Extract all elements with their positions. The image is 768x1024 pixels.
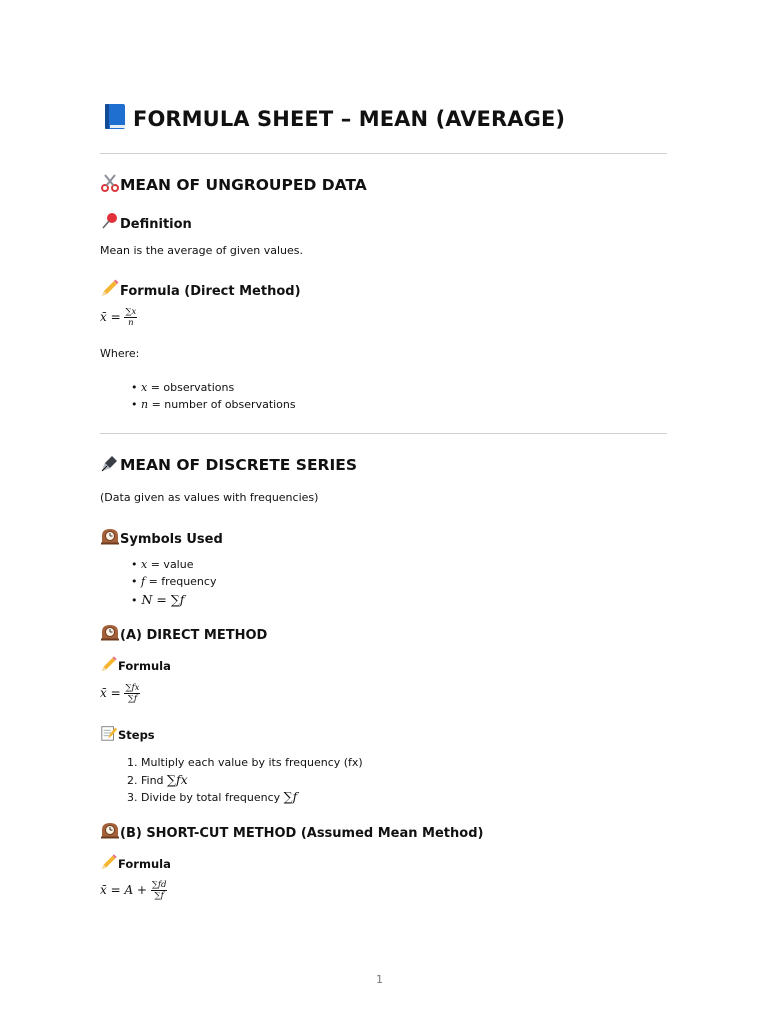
formula-fraction	[124, 307, 137, 328]
subheading-shortcut-method	[100, 820, 483, 841]
steps-label	[100, 724, 155, 742]
where-label: Where:	[100, 347, 140, 360]
formula-label-direct	[100, 655, 171, 673]
formula-label-text: Formula	[118, 857, 171, 871]
step-item: 2. Find ∑fx	[127, 772, 188, 787]
formula-numerator: ∑x	[125, 307, 137, 317]
list-item: • x = observations	[131, 381, 235, 394]
scissors-icon	[100, 173, 120, 194]
section-heading-text: MEAN OF DISCRETE SERIES	[120, 456, 357, 474]
section-heading-discrete	[100, 453, 357, 474]
divider	[100, 153, 667, 154]
mantelpiece-clock-icon	[100, 526, 120, 547]
formula-fraction	[151, 880, 168, 901]
formula-mean-shortcut	[100, 880, 167, 901]
fountain-pen-icon	[100, 453, 120, 474]
subheading-text: Definition	[120, 217, 192, 232]
pencil-icon	[100, 655, 118, 673]
formula-denominator: ∑f	[151, 890, 168, 901]
page-title-text: FORMULA SHEET – MEAN (AVERAGE)	[133, 107, 566, 131]
formula-denominator: n	[124, 317, 137, 328]
pencil-icon	[100, 853, 118, 871]
formula-lhs: x̄ =	[100, 686, 121, 700]
list-item: • n = number of observations	[131, 398, 296, 411]
formula-label-text: Formula	[118, 659, 171, 673]
formula-lhs: x̄ = A +	[100, 883, 147, 897]
section-heading-text: MEAN OF UNGROUPED DATA	[120, 176, 367, 194]
memo-icon	[100, 724, 118, 742]
formula-denominator: ∑f	[124, 693, 140, 704]
formula-lhs: x̄ =	[100, 310, 121, 324]
pushpin-icon	[100, 211, 120, 232]
definition-text: Mean is the average of given values.	[100, 244, 303, 257]
discrete-note: (Data given as values with frequencies)	[100, 491, 319, 504]
subheading-text: (B) SHORT-CUT METHOD (Assumed Mean Method)	[120, 826, 484, 841]
subheading-symbols	[100, 526, 223, 547]
subheading-direct-method	[100, 622, 267, 643]
pencil-icon	[100, 278, 120, 299]
steps-label-text: Steps	[118, 728, 155, 742]
subheading-definition	[100, 211, 192, 232]
formula-mean-ungrouped	[100, 307, 137, 328]
list-item: • N = ∑f	[131, 592, 185, 607]
formula-fraction	[124, 683, 140, 704]
step-item: 3. Divide by total frequency ∑f	[127, 789, 298, 804]
subheading-text: Symbols Used	[120, 532, 223, 547]
subheading-text: (A) DIRECT METHOD	[120, 628, 268, 643]
document-page	[100, 0, 667, 1024]
subheading-text: Formula (Direct Method)	[120, 284, 301, 299]
step-item: 1. Multiply each value by its frequency (fx)	[127, 756, 363, 769]
blue-book-icon	[102, 103, 128, 131]
section-heading-ungrouped	[100, 173, 367, 194]
page-number: 1	[376, 973, 383, 986]
formula-numerator: ∑fx	[125, 683, 140, 693]
formula-mean-direct	[100, 683, 140, 704]
mantelpiece-clock-icon	[100, 820, 120, 841]
formula-label-shortcut	[100, 853, 171, 871]
list-item: • x = value	[131, 558, 194, 571]
divider	[100, 433, 667, 434]
formula-numerator: ∑fd	[151, 880, 167, 890]
list-item: • f = frequency	[131, 575, 217, 588]
page-title	[102, 103, 565, 131]
mantelpiece-clock-icon	[100, 622, 120, 643]
subheading-formula-direct	[100, 278, 301, 299]
